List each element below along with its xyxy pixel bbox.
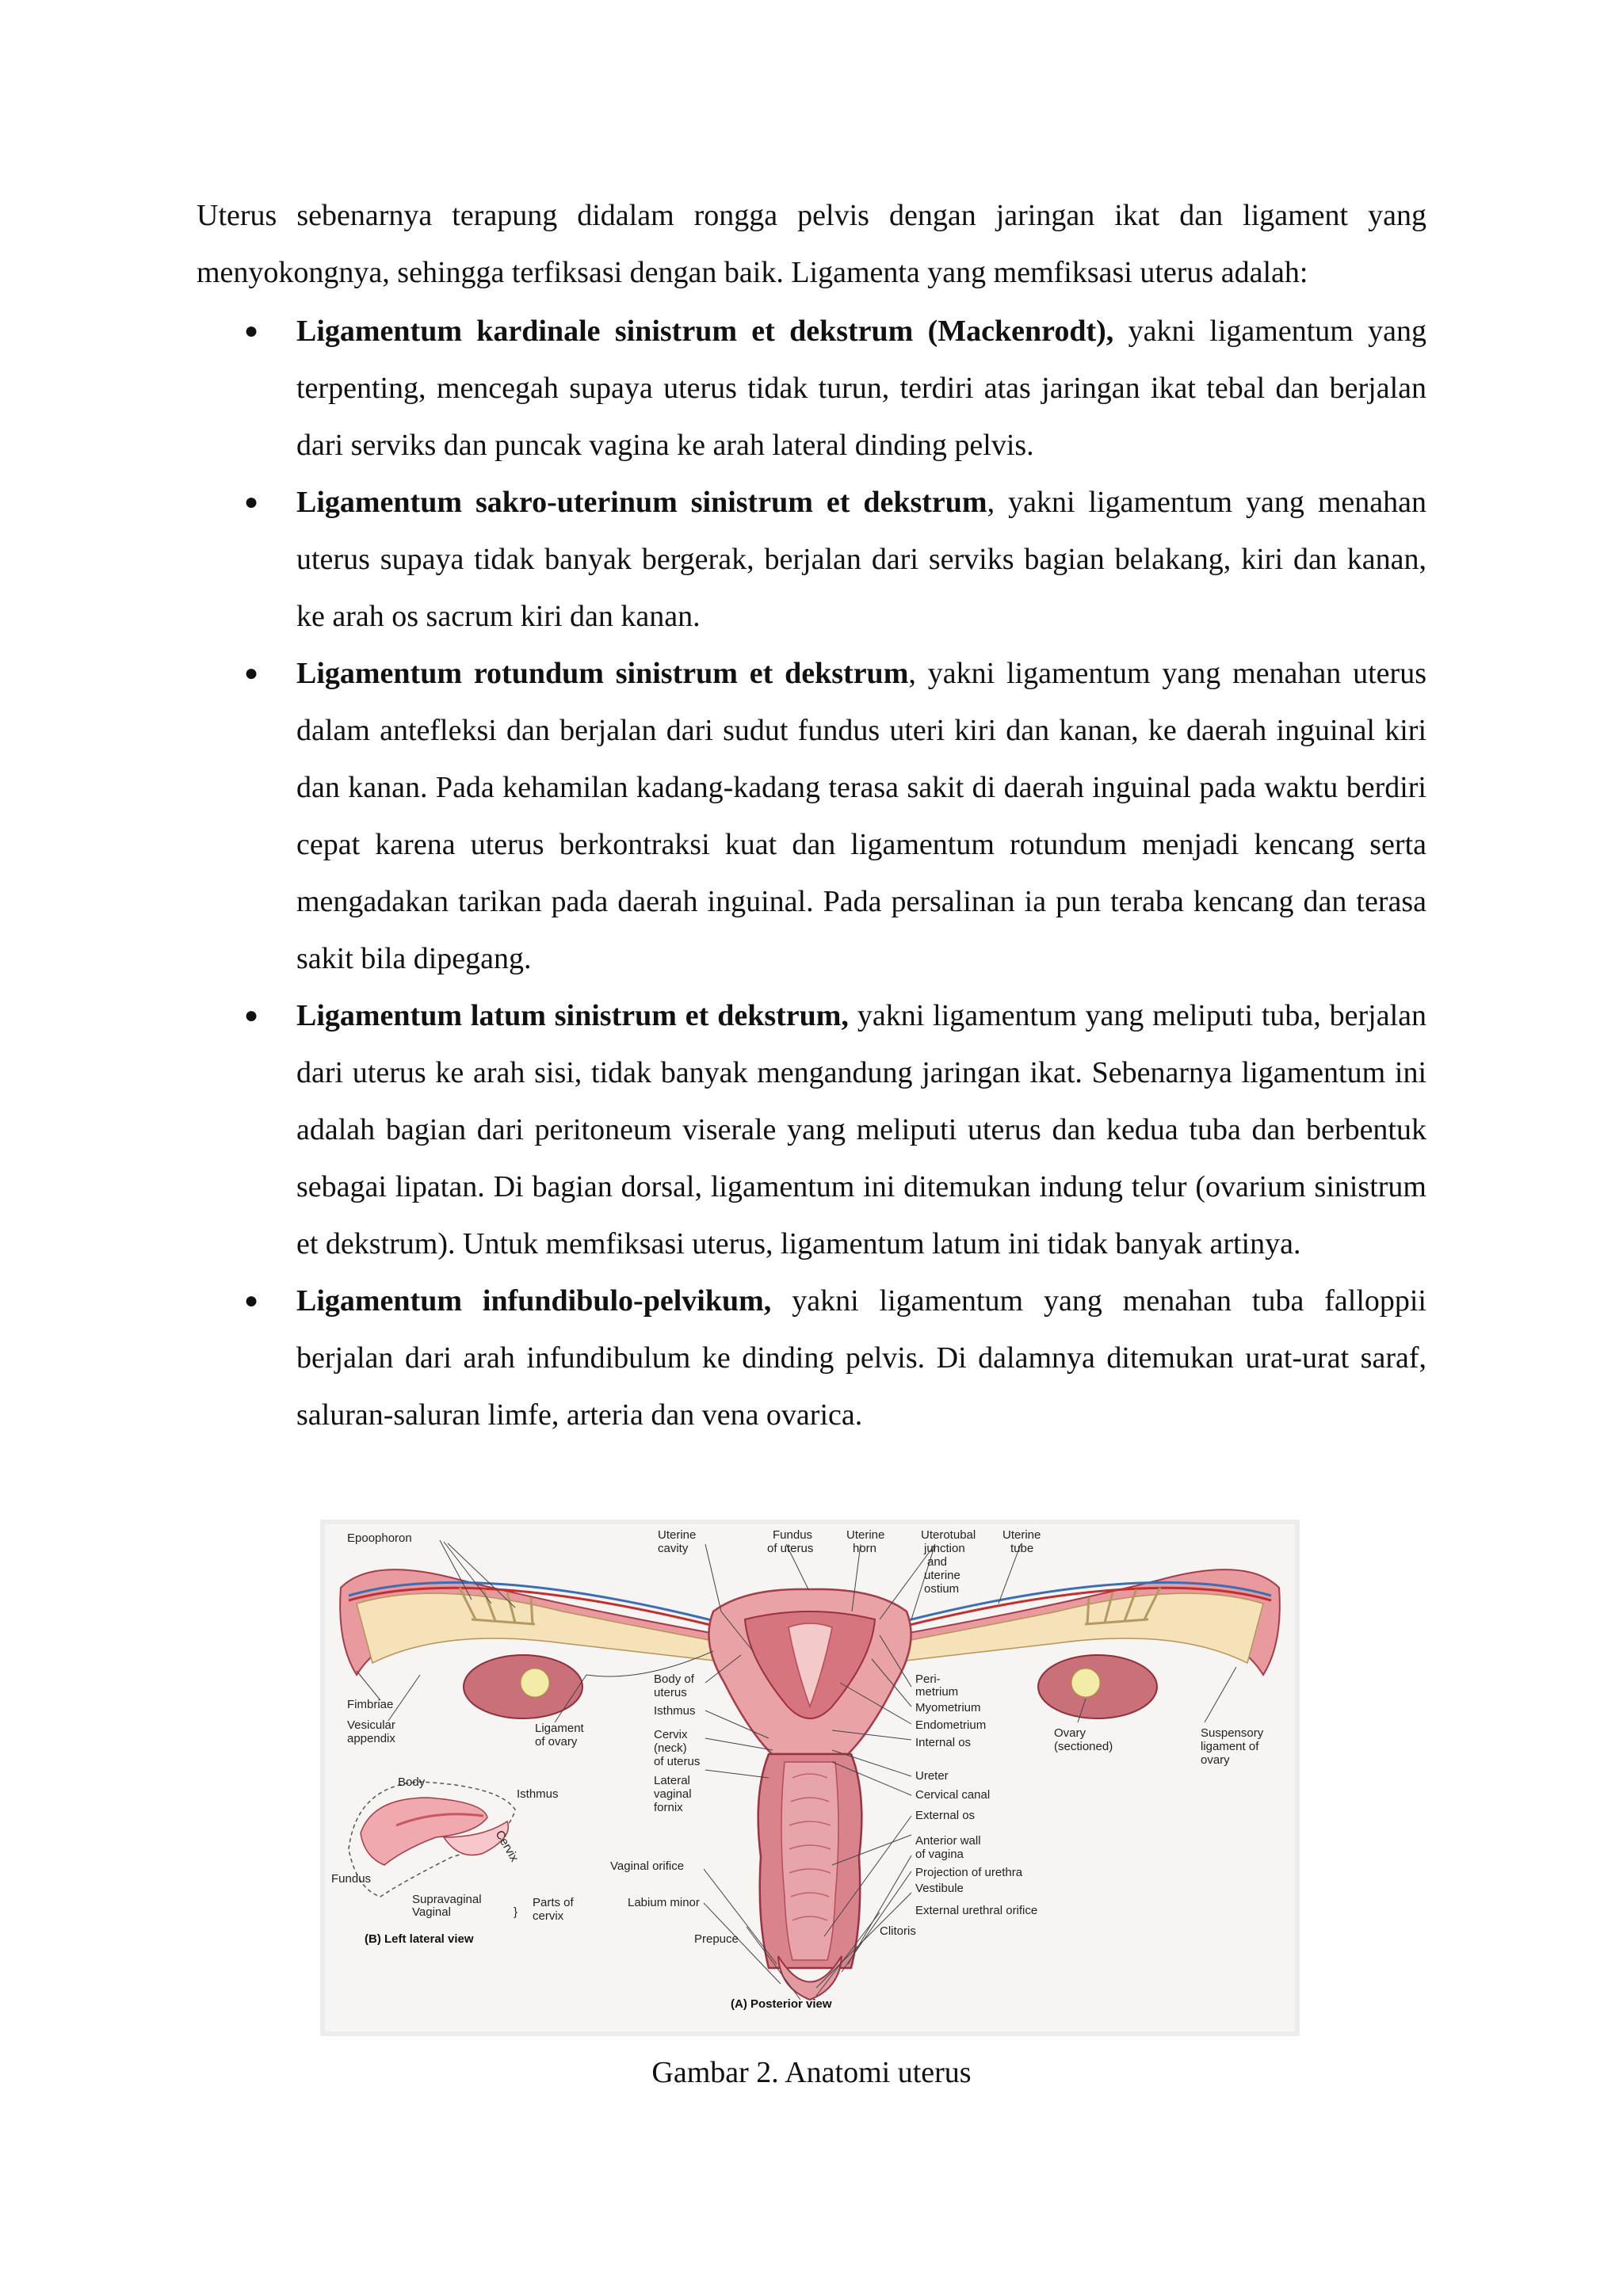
label-uterotubal: Uterotubal <box>921 1528 976 1542</box>
label-body-of-uterus-2: uterus <box>654 1686 687 1699</box>
label-projection-urethra: Projection of urethra <box>915 1866 1023 1879</box>
label-endometrium: Endometrium <box>915 1718 987 1732</box>
label-vesicular-appendix: Vesicular <box>347 1718 395 1732</box>
label-clitoris: Clitoris <box>880 1924 916 1938</box>
label-ligament-of-ovary-2: of ovary <box>535 1735 578 1749</box>
list-item <box>197 474 1426 645</box>
label-vesicular-appendix-2: appendix <box>347 1732 395 1745</box>
label-external-os: External os <box>915 1809 976 1822</box>
list-item <box>197 303 1426 474</box>
label-myometrium: Myometrium <box>915 1701 981 1714</box>
uterus-anatomy-figure <box>320 1520 1300 2036</box>
label-cervical-canal: Cervical canal <box>915 1788 991 1802</box>
list-item <box>197 987 1426 1272</box>
label-uterine-tube-2: tube <box>1010 1542 1034 1555</box>
label-suspensory-ligament: Suspensory <box>1201 1726 1264 1740</box>
label-lateral-vaginal-fornix: Lateral <box>654 1774 690 1787</box>
label-ureter: Ureter <box>915 1769 949 1783</box>
label-prepuce: Prepuce <box>694 1932 739 1946</box>
label-posterior-view: (A) Posterior view <box>731 1997 832 2011</box>
label-fundus: Fundus <box>773 1528 813 1542</box>
intro-text: Uterus sebenarnya terapung didalam rongga pelvis dengan jaringan ikat dan ligament yang menyokongnya, sehingga terfiksasi dengan baik. Ligamenta yang memfiksasi uterus adalah: <box>197 199 1426 289</box>
label-vaginal-orifice: Vaginal orifice <box>610 1859 685 1873</box>
label-cervix-2: (neck) <box>654 1741 687 1755</box>
label-fimbriae: Fimbriae <box>347 1698 394 1711</box>
label-uterotubal-5: ostium <box>924 1582 960 1596</box>
label-uterotubal-2: junction <box>924 1542 965 1555</box>
label-isthmus-lateral: Isthmus <box>517 1787 559 1801</box>
ligament-name: Ligamentum kardinale sinistrum et dekstrum (Mackenrodt), <box>296 315 1114 348</box>
label-internal-os: Internal os <box>915 1736 972 1749</box>
label-vaginal: Vaginal <box>412 1905 451 1919</box>
label-cervix: Cervix <box>654 1728 688 1741</box>
label-parts-of-cervix: Parts of <box>533 1896 574 1909</box>
uterus-illustration <box>325 1524 1295 2031</box>
list-item <box>197 645 1426 987</box>
ligament-description: yakni ligamentum yang menahan tuba falloppii berjalan dari arah infundibulum ke dinding pelvis. Di dalamnya ditemukan urat-urat saraf, saluran-saluran limfe, arteria dan vena ovarica. <box>296 1284 1426 1432</box>
bullet-icon: ● <box>244 660 259 686</box>
brace-icon: } <box>514 1905 518 1919</box>
label-uterine-cavity: Uterine <box>658 1528 697 1542</box>
label-uterine-cavity-2: cavity <box>658 1542 689 1555</box>
bullet-icon: ● <box>244 1287 259 1314</box>
label-ovary-2: (sectioned) <box>1054 1740 1113 1753</box>
label-supravaginal: Supravaginal <box>412 1893 482 1906</box>
label-ovary: Ovary <box>1054 1726 1086 1740</box>
ligament-name: Ligamentum latum sinistrum et dekstrum, <box>296 999 849 1032</box>
figure-caption: Gambar 2. Anatomi uterus <box>651 2056 972 2089</box>
list-item <box>197 1272 1426 1444</box>
label-uterine-tube: Uterine <box>1002 1528 1041 1542</box>
label-cervix-lateral: Cervix <box>492 1828 521 1864</box>
label-perimetrium-2: metrium <box>915 1685 959 1699</box>
bullet-icon: ● <box>244 318 259 344</box>
bullet-icon: ● <box>244 1002 259 1028</box>
label-body-lateral: Body <box>398 1775 426 1789</box>
ligament-name: Ligamentum rotundum sinistrum et dekstrum <box>296 657 909 690</box>
label-lateral-vaginal-fornix-2: vaginal <box>654 1787 692 1801</box>
label-left-lateral-view: (B) Left lateral view <box>365 1932 474 1946</box>
label-epoophoron: Epoophoron <box>347 1531 412 1545</box>
label-suspensory-ligament-2: ligament of <box>1201 1740 1259 1753</box>
ligament-name: Ligamentum sakro-uterinum sinistrum et dekstrum <box>296 486 987 519</box>
label-uterotubal-4: uterine <box>924 1569 960 1582</box>
ligament-name: Ligamentum infundibulo-pelvikum, <box>296 1284 772 1318</box>
label-anterior-wall: Anterior wall <box>915 1834 981 1848</box>
label-vestibule: Vestibule <box>915 1882 964 1895</box>
label-fundus-lateral: Fundus <box>331 1872 372 1886</box>
label-anterior-wall-2: of vagina <box>915 1848 964 1861</box>
intro-paragraph <box>197 187 1426 301</box>
label-ligament-of-ovary: Ligament <box>535 1722 584 1735</box>
vagina-drawing <box>758 1754 862 2000</box>
ligament-description: , yakni ligamentum yang menahan uterus supaya tidak banyak bergerak, berjalan dari serviks bagian belakang, kiri dan kanan, ke arah os sacrum kiri dan kanan. <box>296 486 1427 633</box>
label-parts-of-cervix-2: cervix <box>533 1909 564 1923</box>
ligament-description: , yakni ligamentum yang menahan uterus dalam antefleksi dan berjalan dari sudut fundus uteri kiri dan kanan, ke daerah inguinal kiri dan kanan. Pada kehamilan kadang-kadang terasa sakit di daerah inguinal pada waktu berdiri cepat karena uterus berkontraksi kuat dan ligamentum rotundum menjadi kencang serta mengadakan tarikan pada daerah inguinal. Pada persalinan ia pun teraba kencang dan terasa sakit bila dipegang. <box>296 657 1426 975</box>
label-isthmus: Isthmus <box>654 1704 696 1718</box>
label-uterine-horn: Uterine <box>846 1528 885 1542</box>
ligament-list <box>197 303 1426 1444</box>
bullet-icon: ● <box>244 489 259 515</box>
label-cervix-3: of uterus <box>654 1755 701 1768</box>
label-body-of-uterus: Body of <box>654 1672 694 1686</box>
label-labium-minor: Labium minor <box>628 1896 700 1909</box>
ligament-description: yakni ligamentum yang meliputi tuba, berjalan dari uterus ke arah sisi, tidak banyak mengandung jaringan ikat. Sebenarnya ligamentum ini adalah bagian dari peritoneum viserale yang meliputi uterus dan kedua tuba dan berbentuk sebagai lipatan. Di bagian dorsal, ligamentum ini ditemukan indung telur (ovarium sinistrum et dekstrum). Untuk memfiksasi uterus, ligamentum latum ini tidak banyak artinya. <box>296 999 1427 1261</box>
ligament-description: yakni ligamentum yang terpenting, mencegah supaya uterus tidak turun, terdiri atas jaringan ikat tebal dan berjalan dari serviks dan puncak vagina ke arah lateral dinding pelvis. <box>296 315 1426 462</box>
label-uterine-horn-2: horn <box>853 1542 877 1555</box>
label-perimetrium: Peri- <box>915 1672 941 1686</box>
label-suspensory-ligament-3: ovary <box>1201 1753 1230 1767</box>
label-external-urethral-orifice: External urethral orifice <box>915 1904 1038 1917</box>
label-fundus-2: of uterus <box>767 1542 814 1555</box>
label-uterotubal-3: and <box>927 1555 948 1569</box>
label-lateral-vaginal-fornix-3: fornix <box>654 1801 683 1814</box>
